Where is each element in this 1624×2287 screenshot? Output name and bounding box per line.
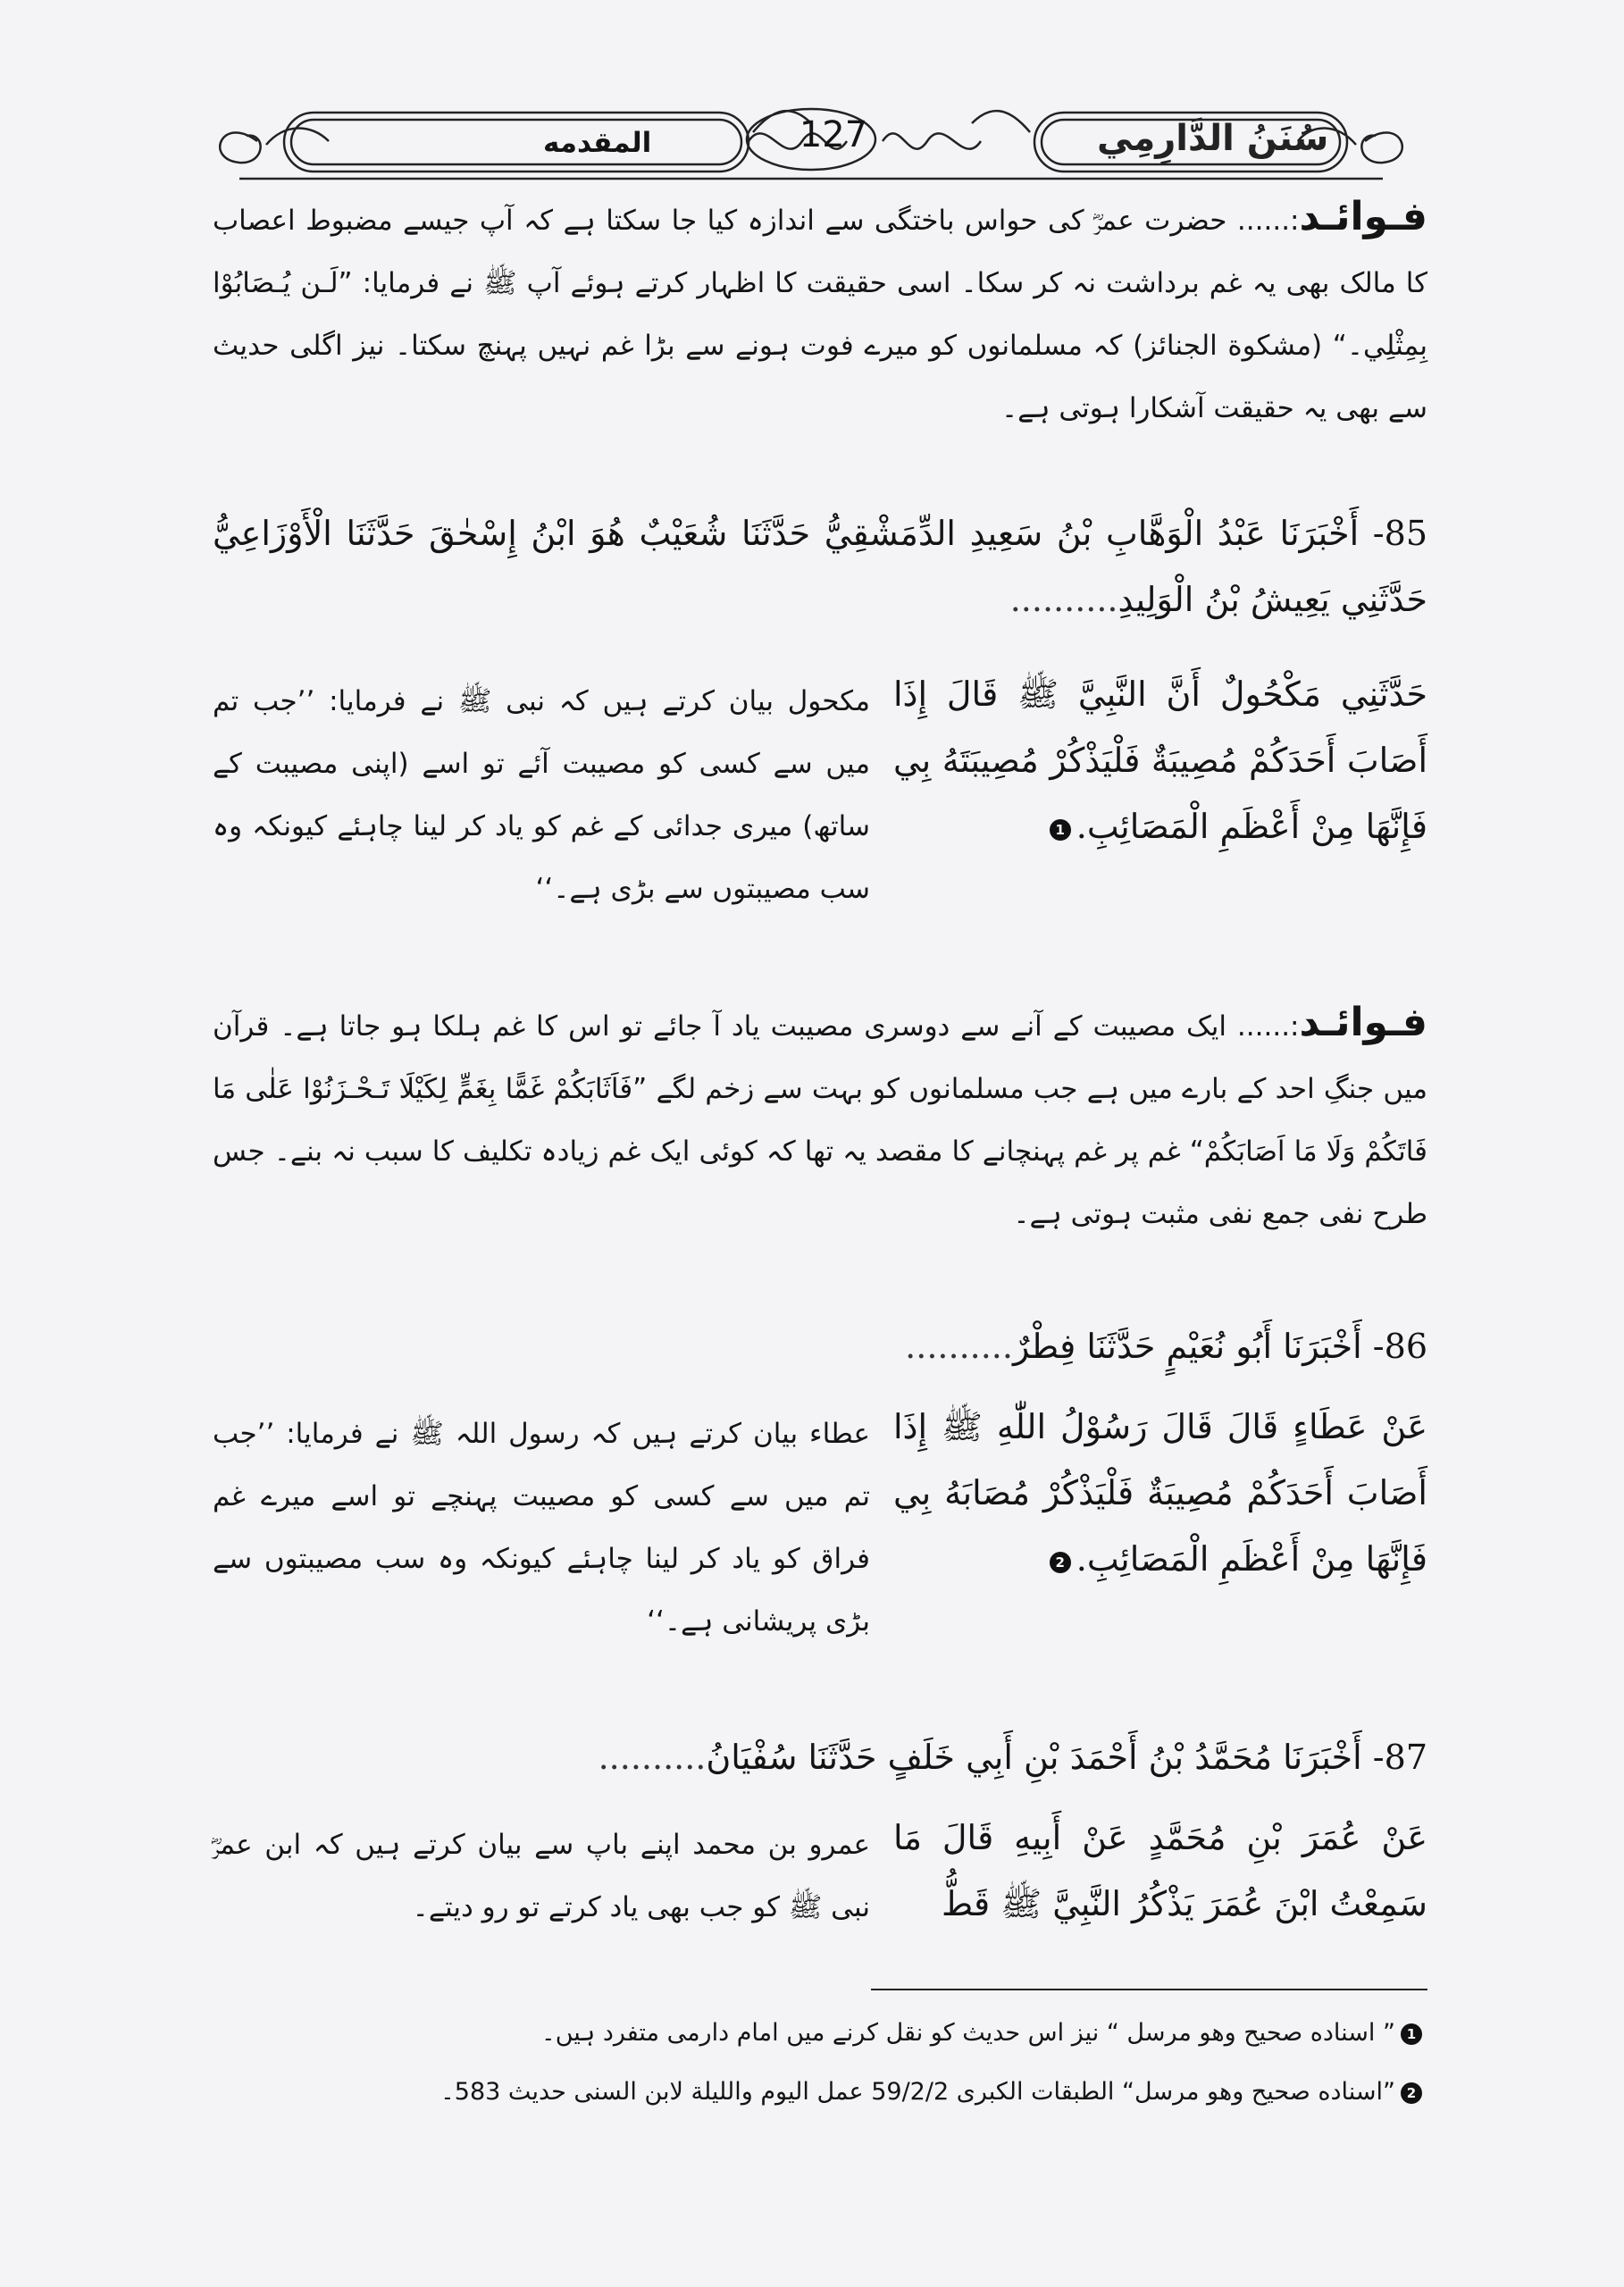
fawaid-label: فـوائـد	[1299, 1000, 1427, 1045]
section-title: المقدمه	[543, 127, 652, 159]
fawaid-label: فـوائـد	[1299, 194, 1427, 239]
hadith-86-urdu	[213, 1403, 870, 1653]
page-number: 127	[799, 114, 868, 155]
hadith-urdu-text: عطاء بیان کرتے ہیں کہ رسول اللہ ﷺ نے فرمایا: ’’جب تم میں سے کسی کو مصیبت پہنچے تو اسے میرے غم فراق کو یاد کر لینا چاہئے کیونکہ وہ سب مصیبتوں سے بڑی پریشانی ہے۔‘‘	[213, 1418, 870, 1638]
footnote-number: 1	[1401, 2023, 1422, 2045]
hadith-85-isnad	[213, 500, 1427, 632]
footnote-1	[213, 2012, 1427, 2055]
footnote-marker[interactable]: 1	[1050, 819, 1071, 841]
footnote-text: ” اسناده صحيح وهو مرسل “ نیز اس حدیث کو نقل کرنے میں امام دارمی متفرد ہیں۔	[540, 2019, 1395, 2047]
book-title: سُنَنُ الدَّارِمِي	[1097, 118, 1329, 159]
hadith-urdu-text: عمرو بن محمد اپنے باپ سے بیان کرتے ہیں کہ ابن عمرؓ نبی ﷺ کو جب بھی یاد کرتے تو رو دیتے۔	[213, 1829, 870, 1923]
hadith-86-arabic	[893, 1394, 1427, 1592]
isnad-text: 86- أَخْبَرَنَا أَبُو نُعَيْمٍ حَدَّثَنَا فِطْرٌ	[1012, 1327, 1427, 1366]
hadith-arabic-text: عَنْ عَطَاءٍ قَالَ قَالَ رَسُوْلُ اللّٰهِ ﷺ إِذَا أَصَابَ أَحَدَكُمْ مُصِيبَةٌ فَلْيَذْكُرْ مُصَابَهُ بِي فَإِنَّهَا مِنْ أَعْظَمِ الْمَصَائِبِ.	[893, 1407, 1427, 1579]
hadith-arabic-text: عَنْ عُمَرَ بْنِ مُحَمَّدٍ عَنْ أَبِيهِ قَالَ مَا سَمِعْتُ ابْنَ عُمَرَ يَذْكُرُ النَّبِيَّ ﷺ قَطُّ	[893, 1818, 1427, 1923]
fawaid-paragraph-2	[213, 992, 1427, 1245]
isnad-dots: ..........	[1009, 580, 1118, 619]
hadith-85-urdu	[213, 670, 870, 920]
hadith-87-urdu	[213, 1814, 870, 1939]
isnad-dots: ..........	[598, 1738, 707, 1777]
fawaid-paragraph-1	[213, 186, 1427, 440]
hadith-87-isnad	[213, 1724, 1427, 1790]
footnote-text: ”اسناده صحيح وهو مرسل“ الطبقات الكبرى 59/2/2 عمل اليوم والليلة لابن السنی حديث 583۔	[439, 2078, 1395, 2106]
isnad-dots: ..........	[905, 1327, 1013, 1366]
fawaid-text: :...... ایک مصیبت کے آنے سے دوسری مصیبت یاد آ جائے تو اس کا غم ہلکا ہو جاتا ہے۔ قرآن میں جنگِ احد کے بارے میں ہے جب مسلمانوں کو بہت سے زخم لگے ”فَاَثَابَكُمْ غَمًّا بِغَمٍّ لِكَيْلَا تَـحْـزَنُوْا عَلٰى مَا فَاتَكُمْ وَلَا مَا اَصَابَكُمْ“ غم پر غم پہنچانے کا مقصد یہ تھا کہ کوئی ایک غم زیادہ تکلیف کا سبب نہ بنے۔ جس طرح نفی جمع نفی مثبت ہوتی ہے۔	[213, 1010, 1427, 1230]
footnote-2	[213, 2071, 1427, 2114]
hadith-85-arabic	[893, 661, 1427, 859]
footnote-number: 2	[1401, 2082, 1422, 2104]
footnote-marker[interactable]: 2	[1050, 1552, 1071, 1573]
isnad-text: 87- أَخْبَرَنَا مُحَمَّدُ بْنُ أَحْمَدَ بْنِ أَبِي خَلَفٍ حَدَّثَنَا سُفْيَانُ	[706, 1738, 1427, 1777]
hadith-87-arabic	[893, 1805, 1427, 1937]
isnad-text: 85- أَخْبَرَنَا عَبْدُ الْوَهَّابِ بْنُ سَعِيدِ الدِّمَشْقِيُّ حَدَّثَنَا شُعَيْبٌ هُوَ ابْنُ إِسْحٰقَ حَدَّثَنَا الْأَوْزَاعِيُّ حَدَّثَنِي يَعِيشُ بْنُ الْوَلِيدِ	[213, 514, 1427, 619]
hadith-urdu-text: مکحول بیان کرتے ہیں کہ نبی ﷺ نے فرمایا: ’’جب تم میں سے کسی کو مصیبت آئے تو اسے (اپنی مصیبت کے ساتھ) میری جدائی کے غم کو یاد کر لینا چاہئے کیونکہ وہ سب مصیبتوں سے بڑی ہے۔‘‘	[213, 685, 870, 905]
fawaid-text: :...... حضرت عمرؓ کی حواس باختگی سے اندازہ کیا جا سکتا ہے کہ آپ جیسے مضبوط اعصاب کا مالک بھی یہ غم برداشت نہ کر سکا۔ اسی حقیقت کا اظہار کرتے ہوئے آپ ﷺ نے فرمایا: ”لَـن يُـصَابُوْا بِمِثْلِي۔“ (مشكوة الجنائز) کہ مسلمانوں کو میرے فوت ہونے سے بڑا غم نہیں پہنچ سکتا۔ نیز اگلی حدیث سے بھی یہ حقیقت آشکارا ہوتی ہے۔	[213, 205, 1427, 424]
hadith-arabic-text: حَدَّثَنِي مَكْحُولٌ أَنَّ النَّبِيَّ ﷺ قَالَ إِذَا أَصَابَ أَحَدَكُمْ مُصِيبَةٌ فَلْيَذْكُرْ مُصِيبَتَهُ بِي فَإِنَّهَا مِنْ أَعْظَمِ الْمَصَائِبِ.	[893, 674, 1427, 846]
hadith-86-isnad	[213, 1313, 1427, 1379]
footnote-divider	[871, 1989, 1427, 1990]
page-header	[204, 96, 1419, 188]
